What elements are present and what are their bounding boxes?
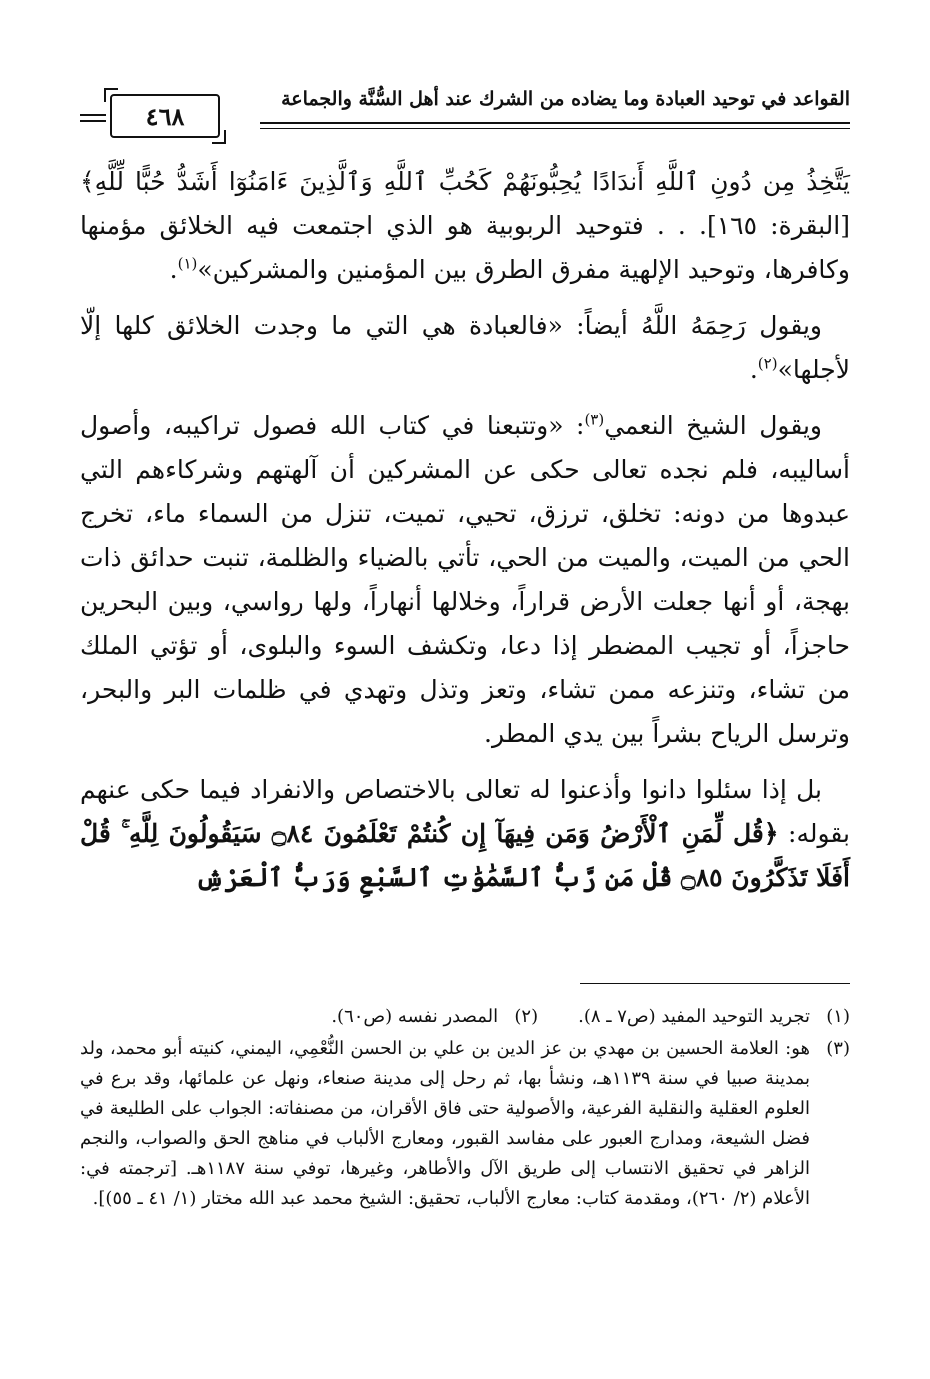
footnote-1-text: تجريد التوحيد المفيد (ص٧ ـ ٨). [578, 1006, 810, 1027]
paragraph-4 [80, 768, 850, 900]
footnote-row-3 [80, 1034, 850, 1214]
main-text [80, 160, 850, 912]
footnote-3-number: (٣) [826, 1038, 850, 1059]
header-ornament [80, 114, 106, 116]
page-number: ٤٦٨ [110, 94, 220, 138]
paragraph-3-text: : «وتتبعنا في كتاب الله فصول تراكيبه، وأصول أساليبه، فلم نجده تعالى حكى عن المشركين أن آلهتهم وشركاءهم التي عبدوها من دونه: تخلق، ترزق، تحيي، تميت، تنزل من السماء ماء، تخرج الحي من الميت، والميت من الحي، تأتي بالضياء والظلمة، تنبت حدائق ذات بهجة، أو أنها جعلت الأرض قراراً، وخلالها أنهاراً، ولها رواسي، وبين البحرين حاجزاً، أو تجيب المضطر إذا دعا، وتكشف السوء والبلوى، أو تؤتي الملك من تشاء، وتنزعه ممن تشاء، وتعز وتذل وتهدي في ظلمات البر والبحر، وترسل الرياح بشراً بين يدي المطر. [80, 411, 850, 748]
footnote-ref-3[interactable]: (٣) [584, 410, 605, 429]
footnote-ref-2[interactable]: (٢) [757, 354, 778, 373]
footnote-3-text: هو: العلامة الحسين بن مهدي بن عز الدين بن علي بن الحسن النُّعْمِي، اليمني، كنيته أبو محمد، ولد بمدينة صبيا في سنة ١١٣٩هـ، ونشأ بها، ثم رحل إلى مدينة صنعاء، ونهل عن علمائها، وقد برع في العلوم العقلية والنقلية الفرعية، والأصولية حتى فاق الأقران، من مصنفاته: الجواب على الطليعة في فضل الشيعة، ومدارج العبور على مفاسد القبور، ومعارج الألباب في مناهج الحق والصواب، والنجم الزاهر في تحقيق الانتساب إلى طريق الآل والأطاهر، وغيرها، توفي سنة ١١٨٧هـ. [ترجمته في: الأعلام (٢/ ٢٦٠)، ومقدمة كتاب: معارج الألباب، تحقيق: الشيخ محمد عبد الله مختار (١/ ٤١ ـ ٥٥)]. [80, 1038, 811, 1209]
footnote-2-text: المصدر نفسه (ص٦٠). [331, 1006, 499, 1027]
paragraph-4-text: بل إذا سئلوا دانوا وأذعنوا له تعالى بالاختصاص والانفراد فيما حكى عنهم بقوله: [80, 775, 850, 848]
paragraph-3-start: ويقول الشيخ النعمي [604, 411, 822, 440]
paragraph-2-text: ويقول رَحِمَهُ اللَّهُ أيضاً: «فالعبادة هي التي ما وجدت الخلائق كلها إلّا لأجلها» [80, 311, 850, 384]
footnote-row-1-2 [80, 1002, 850, 1032]
paragraph-2-end: . [749, 355, 758, 384]
running-title: القواعد في توحيد العبادة وما يضاده من الشرك عند أهل السُّنَّة والجماعة [281, 88, 850, 110]
paragraph-1-text: يَتَّخِذُ مِن دُونِ ٱللَّهِ أَندَادًا يُحِبُّونَهُمْ كَحُبِّ ٱللَّهِ وَٱلَّذِينَ ءَامَنُوٓا أَشَدُّ حُبًّا لِّلَّهِ﴾ [البقرة: ١٦٥]. . . فتوحيد الربوبية هو الذي اجتمعت فيه الخلائق مؤمنها وكافرها، وتوحيد الإلهية مفرق الطرق بين المؤمنين والمشركين» [80, 167, 850, 284]
footnote-separator [580, 983, 850, 984]
footnotes [80, 1002, 850, 1216]
page-header [80, 78, 850, 142]
paragraph-3 [80, 404, 850, 756]
paragraph-1-end: . [169, 255, 178, 284]
footnote-1-number: (١) [826, 1006, 850, 1027]
header-rule-thin [260, 128, 850, 129]
footnote-ref-1[interactable]: (١) [177, 254, 198, 273]
quran-verse: ﴿قُل لِّمَنِ ٱلْأَرْضُ وَمَن فِيهَآ إِن كُنتُمْ تَعْلَمُونَ ۝٨٤ سَيَقُولُونَ لِلَّهِ ۚ قُلْ أَفَلَا تَذَكَّرُونَ ۝٨٥ قُلْ مَن رَّبُّ ٱلسَّمَٰوَٰتِ ٱلسَّبْعِ وَرَبُّ ٱلْعَرْشِ [80, 819, 850, 892]
paragraph-2 [80, 304, 850, 392]
header-rule [260, 122, 850, 124]
footnote-2-number: (٢) [514, 1006, 539, 1027]
paragraph-1 [80, 160, 850, 292]
